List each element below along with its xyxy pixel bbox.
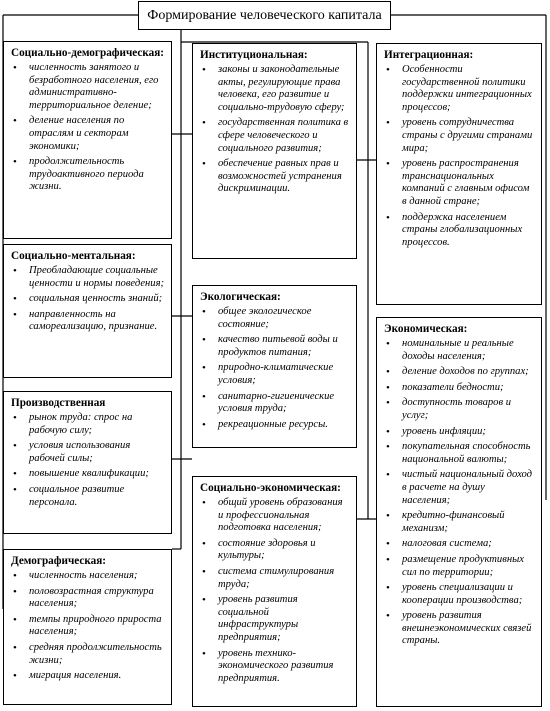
list-item: • условия использования рабочей силы; [29,440,165,465]
list-item: • половозрастная структура населения; [29,586,165,611]
item-list [11,265,165,334]
box-title: Интеграционная: [384,49,474,61]
box-title: Институциональная: [200,49,308,61]
diagram-title: Формирование человеческого капитала [138,1,391,30]
list-item: • численность занятого и безработного населения, его административно-территориальное деление; [29,62,165,112]
box-production [3,391,172,534]
box-title: Социально-ментальная: [11,250,136,262]
list-item: • покупательная способность национальной валюты; [402,441,535,466]
list-item: • уровень распространения транснациональных компаний с главным офисом в данной стране; [402,158,535,208]
list-item: • миграция населения. [29,670,165,683]
list-item: • качество питьевой воды и продуктов питания; [218,334,350,359]
box-social-demographic [3,41,172,239]
item-list [200,306,350,431]
list-item: • общее экологическое состояние; [218,306,350,331]
list-item: • природно-климатические условия; [218,362,350,387]
list-item: • Преобладающие социальные ценности и нормы поведения; [29,265,165,290]
list-item: • деление населения по отраслям и секторам экономики; [29,115,165,153]
list-item: • социальное развитие персонала. [29,484,165,509]
list-item: • уровень технико-экономического развития предприятия. [218,648,350,686]
box-title: Социально-экономическая: [200,482,341,494]
box-integration [376,43,542,305]
box-economic [376,317,542,707]
list-item: • обеспечение равных прав и возможностей устранения дискриминации. [218,158,350,196]
box-title: Экологическая: [200,291,281,303]
item-list [200,497,350,685]
list-item: • повышение квалификации; [29,468,165,481]
item-list [200,64,350,196]
list-item: • рынок труда: спрос на рабочую силу; [29,412,165,437]
list-item: • темпы природного прироста населения; [29,614,165,639]
list-item: • социальная ценность знаний; [29,293,165,306]
list-item: • государственная политика в сфере человеческого и социального развития; [218,117,350,155]
list-item: • состояние здоровья и культуры; [218,538,350,563]
list-item: • рекреационные ресурсы. [218,419,350,432]
list-item: • доступность товаров и услуг; [402,397,535,422]
item-list [11,412,165,509]
list-item: • уровень специализации и кооперации производства; [402,582,535,607]
box-institutional [192,43,357,259]
list-item: • показатели бедности; [402,382,535,395]
box-demographic [3,549,172,705]
box-title: Социально-демографическая: [11,47,165,59]
list-item: • кредитно-финансовый механизм; [402,510,535,535]
box-ecological [192,285,357,448]
item-list [11,62,165,194]
list-item: • санитарно-гигиенические условия труда; [218,391,350,416]
list-item: • продолжительность трудоактивного периода жизни. [29,156,165,194]
list-item: • налоговая система; [402,538,535,551]
list-item: • система стимулирования труда; [218,566,350,591]
list-item: • средняя продолжительность жизни; [29,642,165,667]
list-item: • чистый национальный доход в расчете на душу населения; [402,469,535,507]
list-item: • уровень инфляции; [402,426,535,439]
list-item: • деление доходов по группах; [402,366,535,379]
box-title: Демографическая: [11,555,106,567]
list-item: • направленность на самореализацию, признание. [29,309,165,334]
box-social-mental [3,244,172,378]
list-item: • уровень развития социальной инфраструктуры предприятия; [218,594,350,644]
list-item: • уровень сотрудничества страны с другими странами мира; [402,117,535,155]
list-item: • численность населения; [29,570,165,583]
box-title: Экономическая: [384,323,468,335]
item-list [384,338,535,648]
item-list [11,570,165,683]
box-social-economic [192,476,357,707]
list-item: • уровень развития внешнеэкономических связей страны. [402,610,535,648]
list-item: • размещение продуктивных сил по территории; [402,554,535,579]
list-item: • законы и законодательные акты, регулирующие права человека, его развитие и социально-трудовую сферу; [218,64,350,114]
item-list [384,64,535,249]
list-item: • номинальные и реальные доходы населения; [402,338,535,363]
list-item: • поддержка населением страны глобализационных процессов. [402,212,535,250]
box-title: Производственная [11,397,106,409]
list-item: • общий уровень образования и профессиональная подготовка населения; [218,497,350,535]
list-item: • Особенности государственной политики поддержки интеграционных процессов; [402,64,535,114]
